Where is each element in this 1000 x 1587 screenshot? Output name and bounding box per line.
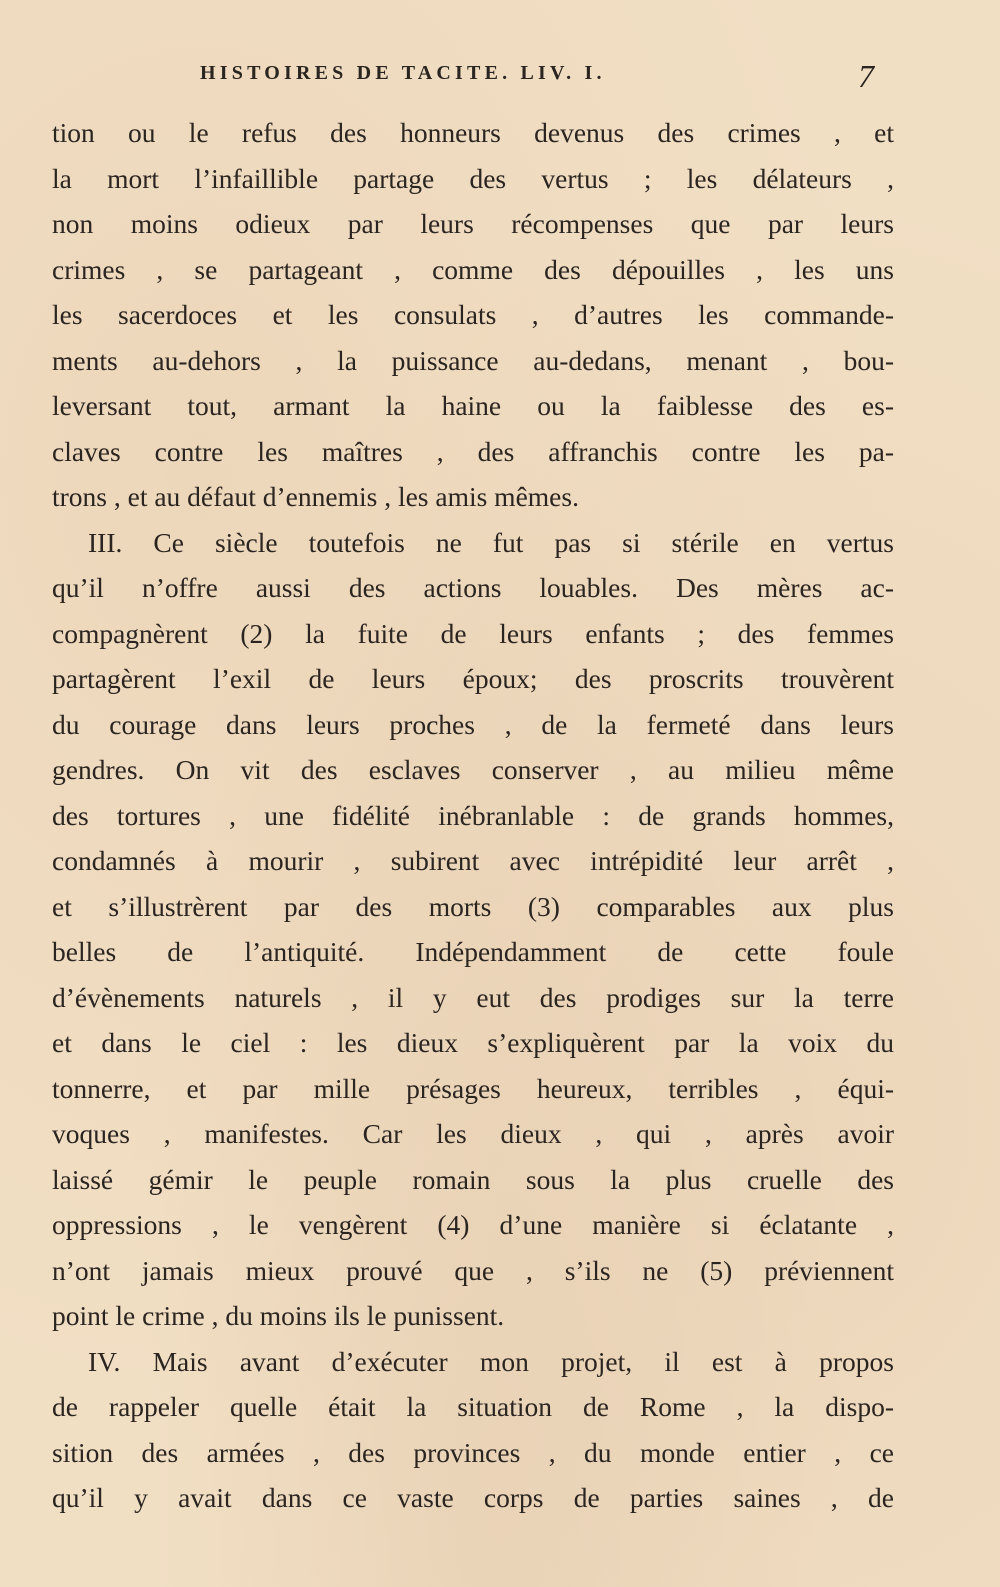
running-title: HISTOIRES DE TACITE. LIV. I.	[200, 62, 606, 84]
text-line: compagnèrent (2) la fuite de leurs enfants ; des femmes	[52, 617, 894, 649]
section-start-line: IV. Mais avant d’exécuter mon projet, il est à propos	[88, 1345, 894, 1377]
body-text	[52, 110, 894, 1521]
paragraph-end-line: point le crime , du moins ils le punissent.	[52, 1300, 505, 1331]
text-line: les sacerdoces et les consulats , d’autres les commande-	[52, 299, 894, 330]
text-line: belles de l’antiquité. Indépendamment de cette foule	[52, 936, 894, 967]
section-start-line: III. Ce siècle toutefois ne fut pas si stérile en vertus	[88, 526, 894, 558]
text-line: voques , manifestes. Car les dieux , qui , après avoir	[52, 1118, 894, 1149]
text-line: n’ont jamais mieux prouvé que , s’ils ne (5) préviennent	[52, 1254, 894, 1286]
text-line: non moins odieux par leurs récompenses que par leurs	[52, 208, 894, 239]
text-line: condamnés à mourir , subirent avec intrépidité leur arrêt ,	[52, 845, 894, 876]
text-line: d’évènements naturels , il y eut des prodiges sur la terre	[52, 981, 894, 1013]
text-line: du courage dans leurs proches , de la fermeté dans leurs	[52, 708, 894, 740]
page-number: 7	[858, 58, 874, 94]
text-line: ments au-dehors , la puissance au-dedans, menant , bou-	[52, 344, 894, 376]
text-line: claves contre les maîtres , des affranchis contre les pa-	[52, 435, 894, 467]
text-line: gendres. On vit des esclaves conserver , au milieu même	[52, 754, 894, 785]
text-line: partagèrent l’exil de leurs époux; des proscrits trouvèrent	[52, 663, 894, 694]
text-line: leversant tout, armant la haine ou la faiblesse des es-	[52, 390, 894, 421]
text-line: tonnerre, et par mille présages heureux, terribles , équi-	[52, 1072, 894, 1104]
text-line: oppressions , le vengèrent (4) d’une manière si éclatante ,	[52, 1209, 894, 1240]
text-line: la mort l’infaillible partage des vertus ; les délateurs ,	[52, 162, 894, 194]
paragraph-end-line: trons , et au défaut d’ennemis , les amis mêmes.	[52, 481, 579, 512]
text-line: et dans le ciel : les dieux s’expliquèrent par la voix du	[52, 1027, 894, 1058]
text-line: qu’il n’offre aussi des actions louables. Des mères ac-	[52, 572, 894, 603]
text-line: et s’illustrèrent par des morts (3) comparables aux plus	[52, 890, 894, 922]
text-line: des tortures , une fidélité inébranlable : de grands hommes,	[52, 799, 894, 831]
text-line: crimes , se partageant , comme des dépouilles , les uns	[52, 253, 894, 285]
text-line: de rappeler quelle était la situation de Rome , la dispo-	[52, 1391, 894, 1422]
text-line: tion ou le refus des honneurs devenus des crimes , et	[52, 117, 894, 148]
text-line: laissé gémir le peuple romain sous la plus cruelle des	[52, 1163, 894, 1195]
text-line: sition des armées , des provinces , du monde entier , ce	[52, 1436, 894, 1468]
text-line: qu’il y avait dans ce vaste corps de parties saines , de	[52, 1482, 894, 1513]
